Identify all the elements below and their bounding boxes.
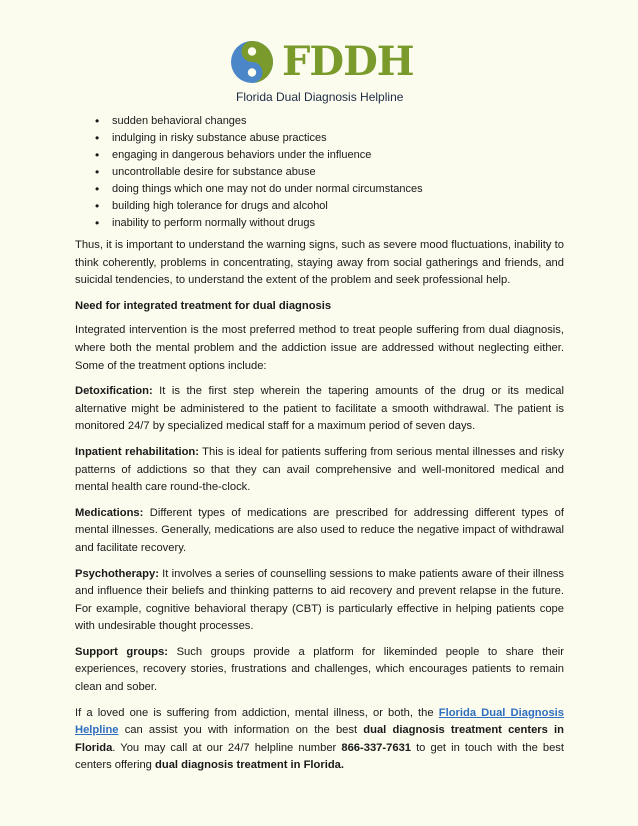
treatment-medications (75, 505, 564, 558)
treatment-title: Psychotherapy: (75, 567, 159, 580)
treatment-text: Such groups provide a platform for likeminded people to share their experiences, recovery stories, frustrations and challenges, which encourages patients to remain clean and sober. (75, 645, 565, 694)
closing-text: . You may call at our 24/7 helpline number (112, 741, 342, 754)
helpline-link[interactable]: Florida Dual Diagnosis Helpline (75, 706, 565, 737)
section-heading: Need for integrated treatment for dual diagnosis (75, 299, 332, 312)
treatment-inpatient (75, 444, 564, 497)
list-item: • building high tolerance for drugs and alcohol (75, 198, 564, 215)
treatment-text: It involves a series of counselling sessions to make patients aware of their illness and influence their beliefs and thinking patterns to aid recovery and prevent relapse in the future. For example, cognitive behavioral therapy (CBT) is particularly effective in helping patients cope with undesirable thought processes. (75, 567, 564, 633)
treatment-text: This is ideal for patients suffering from serious mental illnesses and risky patterns of addictions so that they can avail comprehensive and well-monitored medical and mental health care round-the-clock. (75, 445, 564, 494)
logo-subtitle: Florida Dual Diagnosis Helpline (236, 90, 404, 104)
warning-paragraph: Thus, it is important to understand the warning signs, such as severe mood fluctuations, inability to think coherently, problems in concentrating, staying away from social gatherings and friends, and suicidal tendencies, to understand the extent of the problem and seek professional help. (75, 239, 564, 287)
closing-bold: dual diagnosis treatment centers in Florida (75, 724, 564, 754)
fddh-logo-mark-icon (228, 38, 276, 86)
closing-paragraph (75, 705, 564, 775)
helpline-phone: 866-337-7631 (341, 741, 412, 754)
list-item: • sudden behavioral changes (75, 113, 564, 130)
closing-bold: dual diagnosis treatment in Florida. (155, 759, 345, 772)
intro-paragraph: Integrated intervention is the most preferred method to treat people suffering from dual diagnosis, where both the mental problem and the addiction issue are addressed without neglecting either. Some of the treatment options include: (75, 324, 564, 372)
logo-wordmark: FDDH (282, 38, 414, 85)
document-body (75, 113, 564, 783)
treatment-title: Inpatient rehabilitation: (75, 445, 199, 458)
treatment-title: Medications: (75, 506, 144, 519)
fddh-logo (228, 38, 413, 110)
list-item: • doing things which one may not do under normal circumstances (75, 181, 564, 198)
list-item: • engaging in dangerous behaviors under the influence (75, 147, 564, 164)
treatment-detox (75, 383, 564, 436)
treatment-title: Detoxification: (75, 385, 153, 398)
closing-text: If a loved one is suffering from addiction, mental illness, or both, the (75, 706, 439, 719)
list-item: • uncontrollable desire for substance abuse (75, 164, 564, 181)
treatment-text: Different types of medications are prescribed for addressing different types of mental illnesses. Generally, medications are also used to reduce the negative impact of withdrawal and facilitate recovery. (75, 506, 564, 554)
warning-signs-list (75, 113, 564, 232)
list-item: • inability to perform normally without drugs (75, 215, 564, 232)
list-item: • indulging in risky substance abuse practices (75, 130, 564, 147)
treatment-title: Support groups: (75, 645, 169, 658)
closing-text: to get in touch with the best centers offering (75, 741, 565, 772)
closing-text: can assist you with information on the best (118, 724, 364, 737)
treatment-text: It is the first step wherein the tapering amounts of the drug or its medical alternative might be administered to the patient to facilitate a smooth withdrawal. The patient is monitored 24/7 by specialized medical staff for a maximum period of seven days. (75, 385, 564, 433)
treatment-support-groups (75, 644, 564, 697)
treatment-psychotherapy (75, 566, 564, 636)
